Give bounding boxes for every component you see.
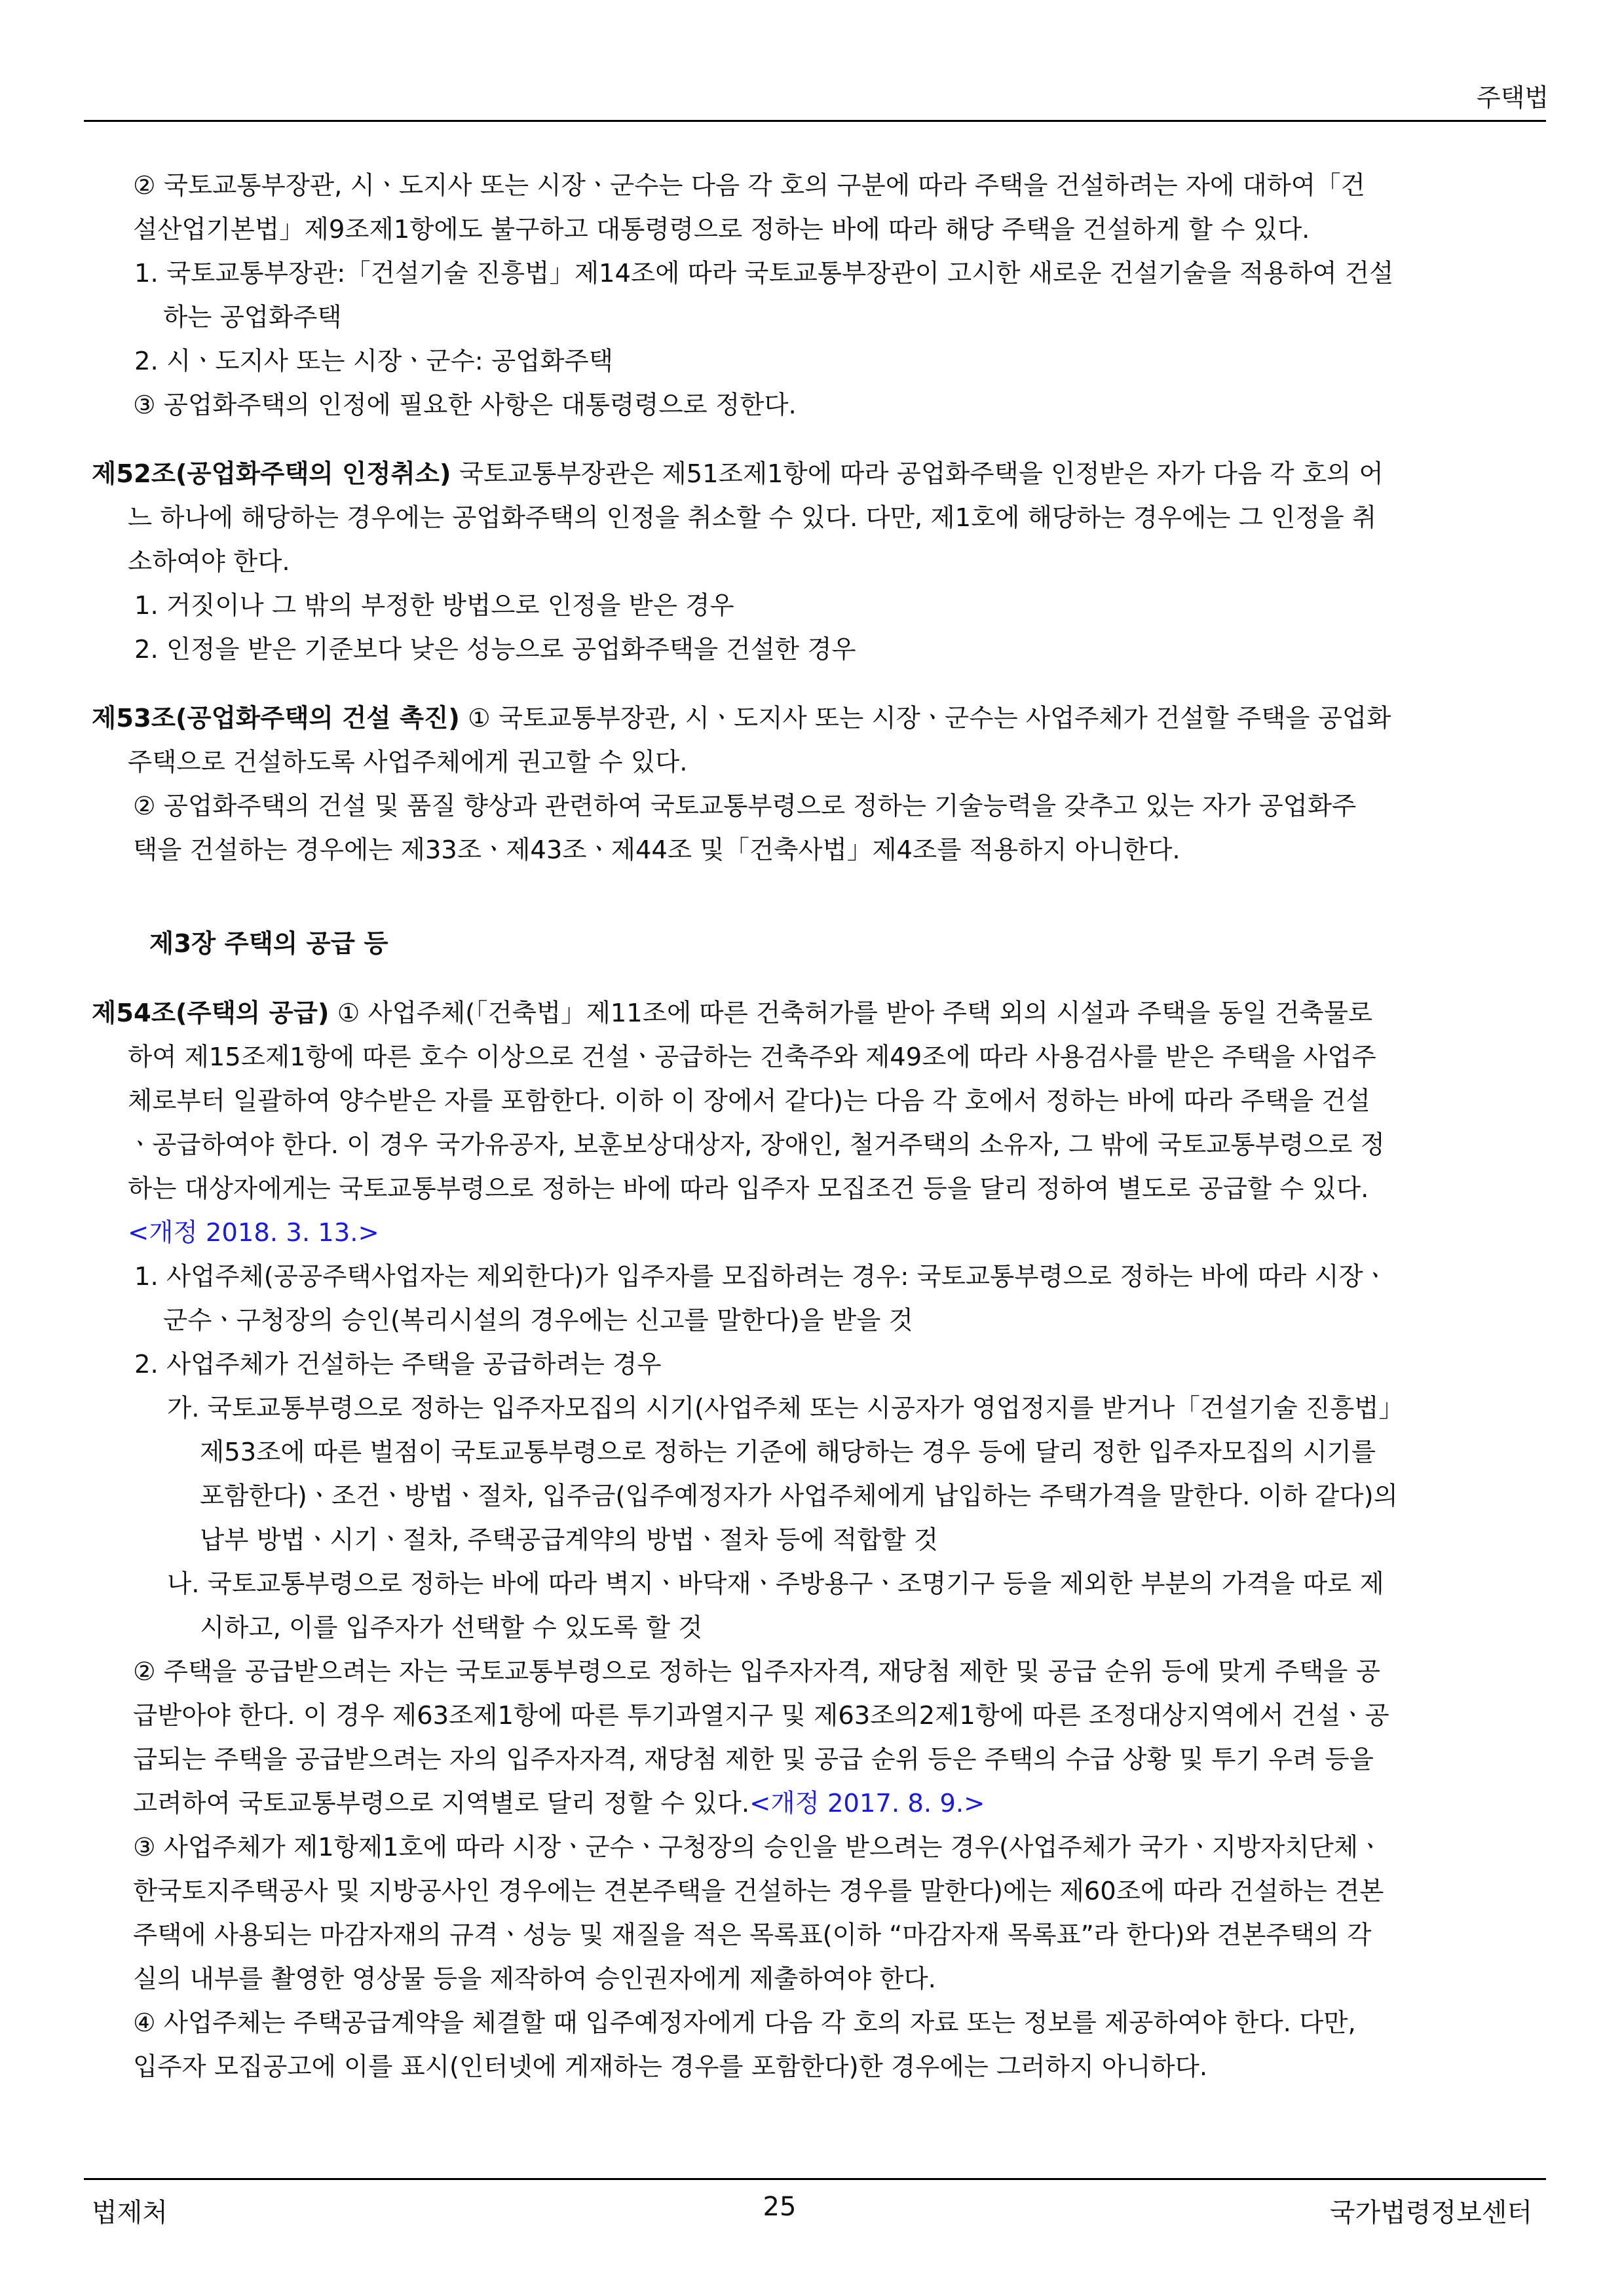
text-line: 한국토지주택공사 및 지방공사인 경우에는 견본주택을 건설하는 경우를 말한다)에는 제60조에 따라 건설하는 견본 [133,1877,1384,1906]
text-line: ③ 공업화주택의 인정에 필요한 사항은 대통령령으로 정한다. [133,391,797,420]
text-line: 2. 인정을 받은 기준보다 낮은 성능으로 공업화주택을 건설한 경우 [134,635,856,664]
footer-rule [84,2178,1546,2180]
header-rule [84,120,1546,122]
text-line: 실의 내부를 촬영한 영상물 등을 제작하여 승인권자에게 제출하여야 한다. [133,1964,936,1994]
art54-subitem-ga [167,1387,1549,1562]
art53 [92,697,1549,784]
art51-item-1 [134,252,1549,339]
text-line: 가. 국토교통부령으로 정하는 입주자모집의 시기(사업주체 또는 시공자가 영업정지를 받거나「건설기술 진흥법」 [167,1394,1404,1423]
text-line: 하는 대상자에게는 국토교통부령으로 정하는 바에 따라 입주자 모집조건 등을 달리 정하여 별도로 공급할 수 있다. [128,1174,1369,1204]
art54-item-1 [134,1255,1549,1343]
text-line: ② 공업화주택의 건설 및 품질 향상과 관련하여 국토교통부령으로 정하는 기술능력을 갖추고 있는 자가 공업화주 [133,792,1357,821]
art52-item-1 [134,584,1549,628]
art52 [92,452,1549,584]
footer-publisher: 법제처 [92,2198,168,2228]
text-line: 입주자 모집공고에 이를 표시(인터넷에 게재하는 경우를 포함한다)한 경우에는 그러하지 아니하다. [133,2052,1208,2082]
text-line: 포함한다)ㆍ조건ㆍ방법ㆍ절차, 입주금(입주예정자가 사업주체에게 납입하는 주택가격을 말한다. 이하 같다)의 [200,1482,1398,1511]
text-line: 시하고, 이를 입주자가 선택할 수 있도록 할 것 [200,1613,703,1643]
text-line: 2. 사업주체가 건설하는 주택을 공급하려는 경우 [134,1350,662,1379]
text-line: 체로부터 일괄하여 양수받은 자를 포함한다. 이하 이 장에서 같다)는 다음 각 호에서 정하는 바에 따라 주택을 건설 [128,1086,1370,1116]
text-line: 제53조에 따른 벌점이 국토교통부령으로 정하는 기준에 해당하는 경우 등에 달리 정한 입주자모집의 시기를 [200,1438,1376,1467]
art53-paragraph-2 [133,784,1549,872]
chapter-title [149,922,1549,966]
art54-paragraph-3 [133,1826,1549,2001]
article-title: 제53조(공업화주택의 건설 촉진) [92,704,460,733]
art54-paragraph-2 [133,1650,1549,1826]
header-title: 주택법 [1476,83,1549,112]
text-line: 주택으로 건설하도록 사업주체에게 권고할 수 있다. [128,748,688,777]
text-line: 제3장 주택의 공급 등 [149,929,388,959]
text-line: 급받아야 한다. 이 경우 제63조제1항에 따른 투기과열지구 및 제63조의2제1항에 따른 조정대상지역에서 건설ㆍ공 [133,1701,1389,1731]
art54-subitem-na [167,1562,1549,1650]
text-line: 2. 시ㆍ도지사 또는 시장ㆍ군수: 공업화주택 [134,347,613,376]
art54-paragraph-4 [133,2001,1549,2089]
text-line: 소하여야 한다. [128,547,290,577]
text-line: 1. 거짓이나 그 밖의 부정한 방법으로 인정을 받은 경우 [134,591,734,621]
text-line: ㆍ공급하여야 한다. 이 경우 국가유공자, 보훈보상대상자, 장애인, 철거주택의 소유자, 그 밖에 국토교통부령으로 정 [128,1130,1385,1160]
text-line: ② 국토교통부장관, 시ㆍ도지사 또는 시장ㆍ군수는 다음 각 호의 구분에 따라 주택을 건설하려는 자에 대하여「건 [133,171,1365,201]
amendment-note: <개정 2017. 8. 9.> [749,1789,985,1818]
text-line: 1. 사업주체(공공주택사업자는 제외한다)가 입주자를 모집하려는 경우: 국토교통부령으로 정하는 바에 따라 시장ㆍ [134,1262,1388,1292]
page-number: 25 [763,2192,797,2222]
art52-item-2 [134,628,1549,672]
text-line: ② 주택을 공급받으려는 자는 국토교통부령으로 정하는 입주자자격, 재당첨 제한 및 공급 순위 등에 맞게 주택을 공 [133,1657,1380,1687]
text-line: 설산업기본법」제9조제1항에도 불구하고 대통령령으로 정하는 바에 따라 해당 주택을 건설하게 할 수 있다. [133,215,1310,244]
text-line: 납부 방법ㆍ시기ㆍ절차, 주택공급계약의 방법ㆍ절차 등에 적합할 것 [200,1525,939,1555]
art54 [92,991,1549,1255]
article-title: 제54조(주택의 공급) [92,999,330,1028]
text-line: 고려하여 국토교통부령으로 지역별로 달리 정할 수 있다. [133,1789,750,1818]
amendment-note: <개정 2018. 3. 13.> [128,1218,379,1248]
art51-paragraph-2 [133,164,1549,252]
text-line: 하여 제15조제1항에 따른 호수 이상으로 건설ㆍ공급하는 건축주와 제49조에 따라 사용검사를 받은 주택을 사업주 [128,1043,1376,1072]
text-line: ③ 사업주체가 제1항제1호에 따라 시장ㆍ군수ㆍ구청장의 승인을 받으려는 경우(사업주체가 국가ㆍ지방자치단체ㆍ [133,1833,1383,1862]
text-line: ④ 사업주체는 주택공급계약을 체결할 때 입주예정자에게 다음 각 호의 자료 또는 정보를 제공하여야 한다. 다만, [133,2008,1356,2038]
text-line: 급되는 주택을 공급받으려는 자의 입주자자격, 재당첨 제한 및 공급 순위 등은 주택의 수급 상황 및 투기 우려 등을 [133,1745,1374,1774]
text-line: 하는 공업화주택 [163,303,342,332]
text-line: 국토교통부장관은 제51조제1항에 따라 공업화주택을 인정받은 자가 다음 각 호의 어 [451,459,1384,489]
text-line: ① 국토교통부장관, 시ㆍ도지사 또는 시장ㆍ군수는 사업주체가 건설할 주택을 공업화 [459,704,1391,733]
footer-source: 국가법령정보센터 [1329,2198,1532,2228]
text-line: 1. 국토교통부장관:「건설기술 진흥법」제14조에 따라 국토교통부장관이 고시한 새로운 건설기술을 적용하여 건설 [134,259,1394,288]
text-line: 군수ㆍ구청장의 승인(복리시설의 경우에는 신고를 말한다)을 받을 것 [163,1306,913,1335]
text-line: 택을 건설하는 경우에는 제33조ㆍ제43조ㆍ제44조 및「건축사법」제4조를 적용하지 아니한다. [133,835,1180,865]
text-line: ① 사업주체(「건축법」제11조에 따른 건축허가를 받아 주택 외의 시설과 주택을 동일 건축물로 [329,999,1373,1028]
art51-paragraph-3 [133,383,1549,427]
art51-item-2 [134,339,1549,383]
text-line: 느 하나에 해당하는 경우에는 공업화주택의 인정을 취소할 수 있다. 다만, 제1호에 해당하는 경우에는 그 인정을 취 [128,503,1377,533]
article-title: 제52조(공업화주택의 인정취소) [92,459,451,489]
art54-item-2 [134,1343,1549,1387]
text-line: 나. 국토교통부령으로 정하는 바에 따라 벽지ㆍ바닥재ㆍ주방용구ㆍ조명기구 등을 제외한 부분의 가격을 따로 제 [167,1569,1384,1599]
text-line: 주택에 사용되는 마감자재의 규격ㆍ성능 및 재질을 적은 목록표(이하 “마감자재 목록표”라 한다)와 견본주택의 각 [133,1921,1372,1950]
